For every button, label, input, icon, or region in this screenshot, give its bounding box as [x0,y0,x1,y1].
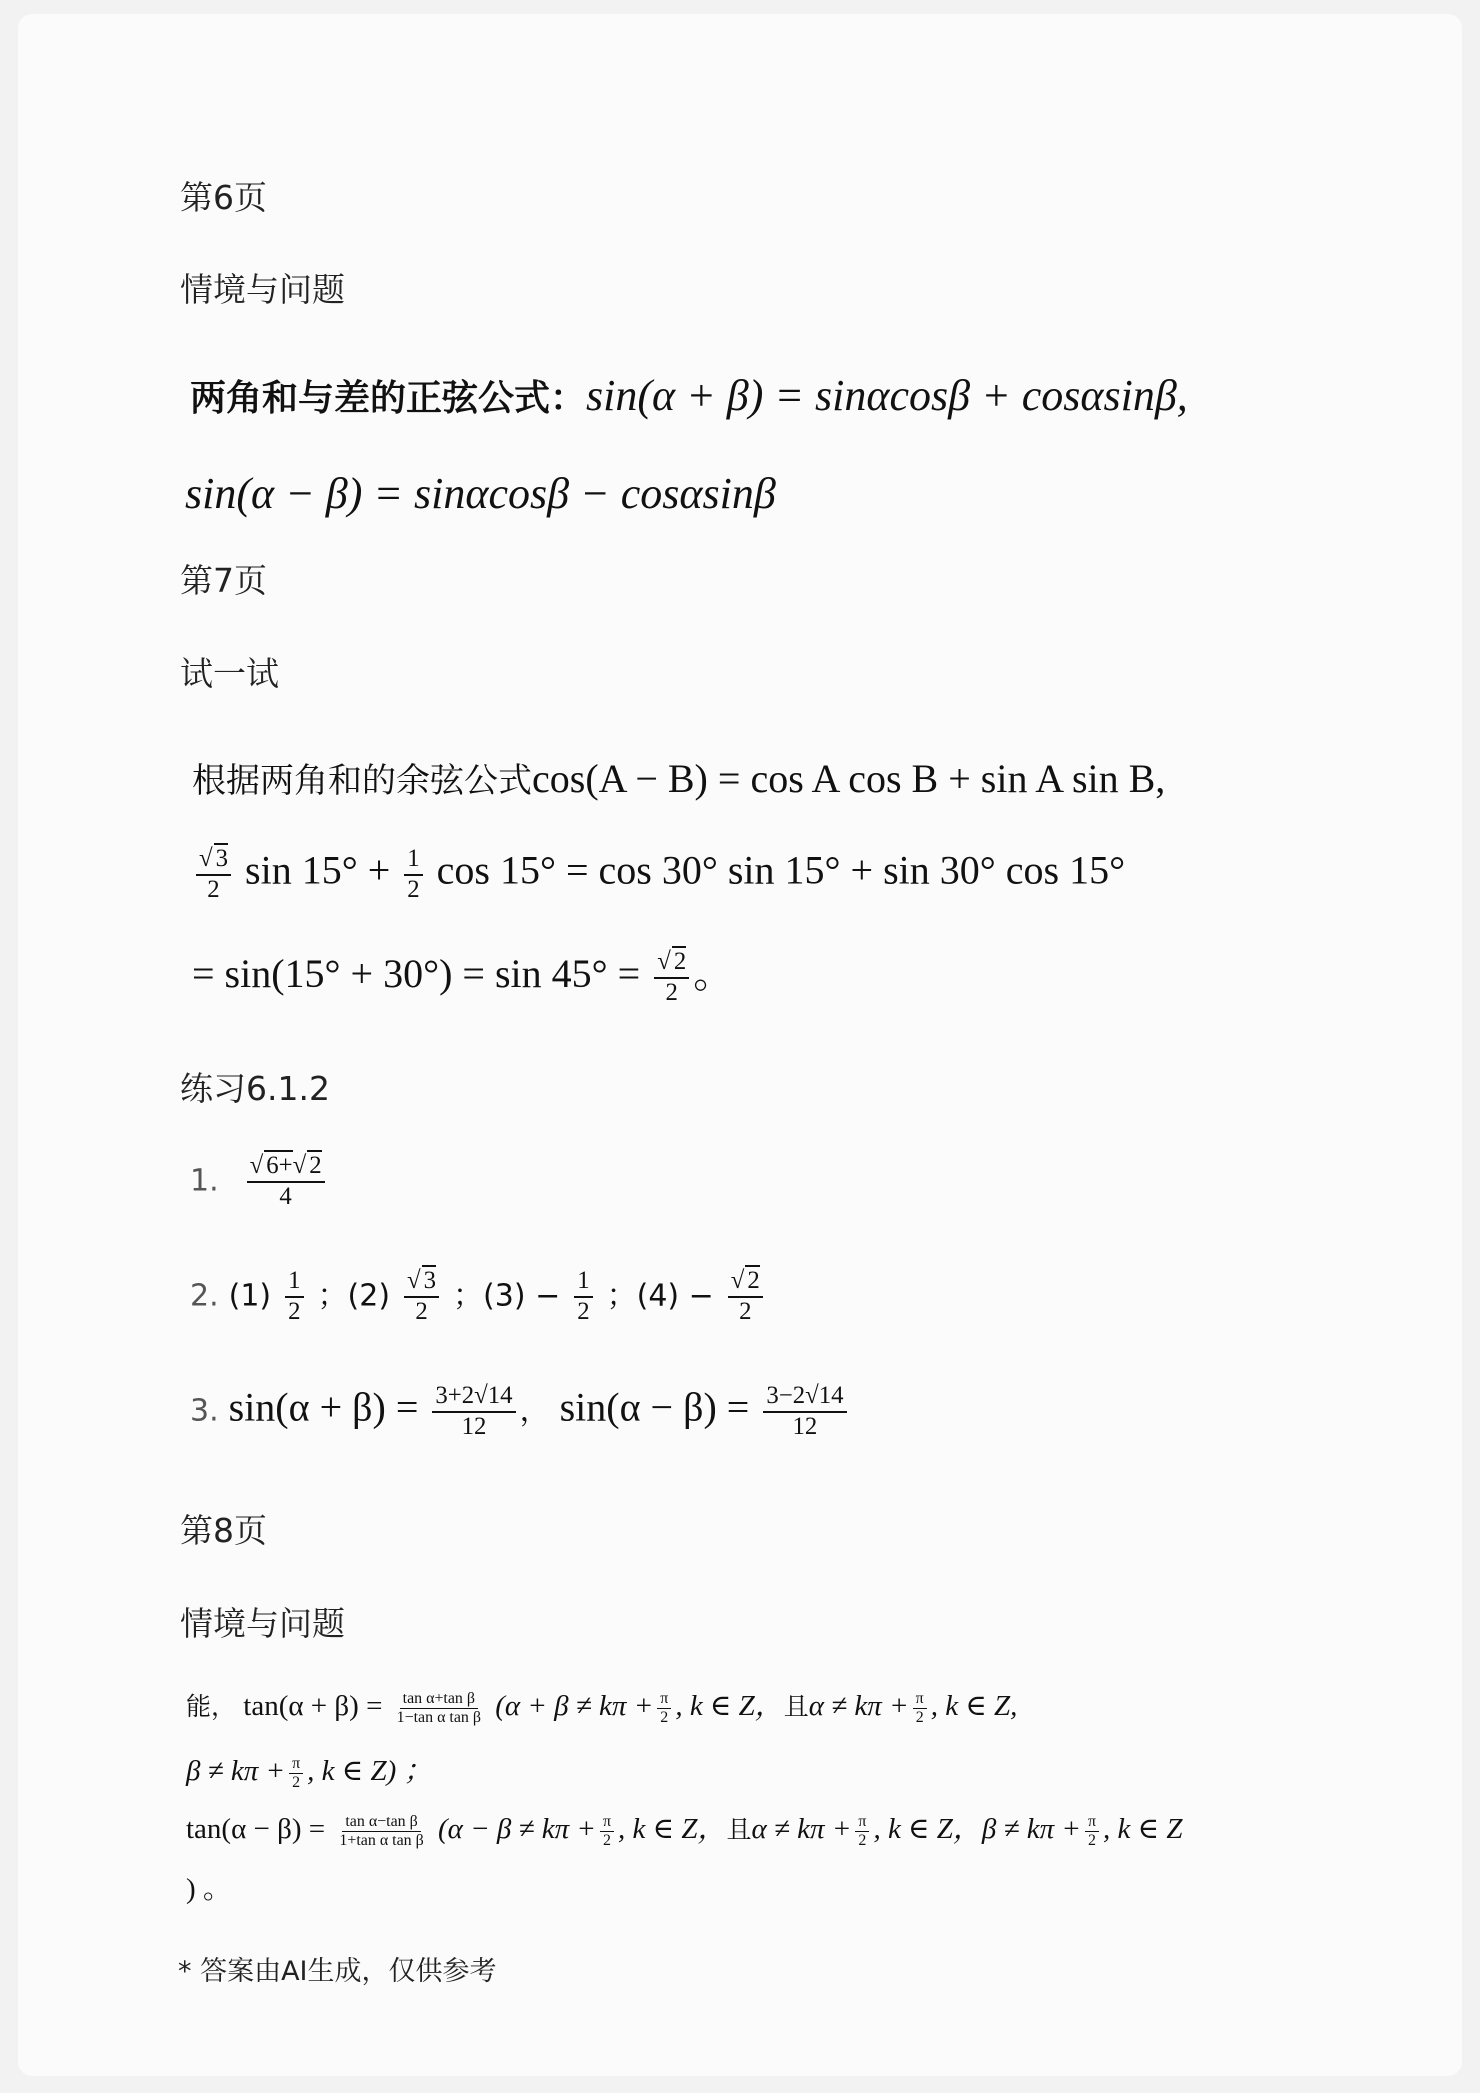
ai-disclaimer-footnote: * 答案由AI生成，仅供参考 [178,1956,497,1987]
tan-diff-line-2: ) 。 [186,1873,232,1905]
fraction-answer-1: $\frac{√ 6+√ 2}{4}$ [247,1152,325,1211]
sine-diff-formula: sin(α − β) = sinαcosβ − cosαsinβ [185,469,776,518]
sine-sum-formula: 两角和与差的正弦公式：sin(α + β) = sinαcosβ + cosαsinβ, [190,371,1188,420]
page6-heading: 第6页 [180,178,267,217]
page6-subheading: 情境与问题 [180,270,345,309]
try-line-3: = sin(15° + 30°) = sin 45° = $\frac{√ 2}{2}$ 。 [192,948,734,1006]
try-line-1: 根据两角和的余弦公式cos(A − B) = cos A cos B + sin A sin B, [192,756,1166,801]
exercise-answer-3: 3. sin(α + β) = $\frac{3+2√14}{12}$ ， sin(α − β) = $\frac{3-2√14}{12}$ [190,1382,851,1441]
fraction-sqrt3-over-2: $\frac{√ 3}{2}$ [196,845,231,904]
try-line-2: $\frac{√ 3}{2}$ sin 15° + $\frac{1}{2}$ cos 15° = cos 30° sin 15° + sin 30° cos 15° [192,845,1125,904]
page7-heading: 第7页 [180,561,267,600]
tan-diff-line-1: tan(α − β) = $\frac{\text{tan α−tan β}}{\text{1+tan α tan β}}$ (α − β ≠ kπ + $\frac{\pi}{2}$ , k ∈ Z，且α ≠ kπ + $\frac{\pi}{2}$ , k ∈ Z，β ≠ kπ + $\frac{\pi}{2}$ , k ∈ Z [186,1812,1183,1849]
tan-sum-line-1: 能， tan(α + β) = $\frac{\text{tan α+tan β}}{\text{1−tan α tan β}}$ (α + β ≠ kπ + $\frac{\pi}{2}$ , k ∈ Z，且α ≠ kπ + $\frac{\pi}{2}$ , k ∈ Z, [186,1689,1018,1726]
page8-subheading: 情境与问题 [180,1604,345,1643]
page8-heading: 第8页 [180,1511,267,1550]
fraction-sqrt2-over-2: $\frac{√ 2}{2}$ [654,948,689,1007]
exercise-heading: 练习6.1.2 [180,1069,330,1108]
tan-sum-line-2: β ≠ kπ + $\frac{\pi}{2}$ , k ∈ Z) ； [186,1754,433,1791]
page7-subheading: 试一试 [180,654,279,693]
exercise-answer-2: 2. (1) $\frac{1}{2}$ ；(2) $\frac{√ 3}{2}$ ；(3) − $\frac{1}{2}$ ；(4) − $\frac{√ 2}{2}$ [190,1267,767,1326]
fraction-half: $\frac{1}{2}$ [404,845,422,904]
exercise-answer-1: 1. $\frac{√ 6+√ 2}{4}$ [190,1152,329,1211]
